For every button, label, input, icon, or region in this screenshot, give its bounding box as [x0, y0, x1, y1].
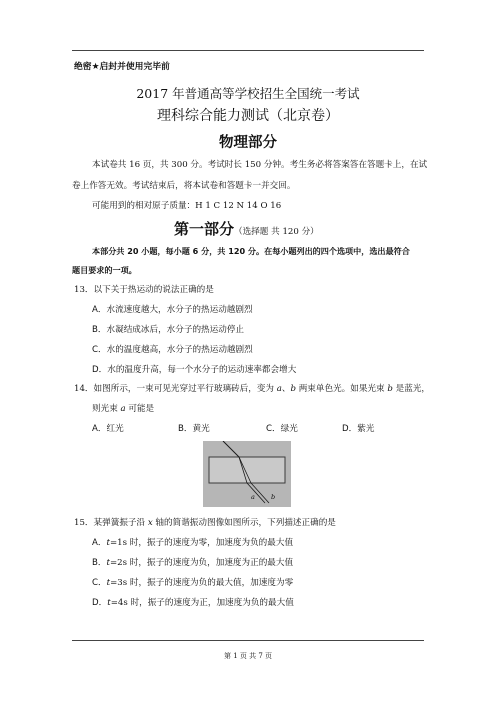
q15-option-b [92, 558, 293, 569]
secret-label: 绝密★启封并使用完毕前 [74, 62, 170, 72]
part1-note: （选择题 共 120 分） [234, 227, 319, 237]
beam-b-label: b [290, 384, 296, 394]
part1-title: 第一部分 [174, 220, 235, 238]
option-text: 绿光 [280, 424, 298, 434]
beam-b-label: b [387, 384, 393, 394]
question-stem: 以下关于热运动的说法正确的是 [93, 285, 214, 295]
time-value: =2s [109, 558, 128, 568]
time-value: =4s [110, 598, 128, 608]
q13-option-a [92, 305, 253, 316]
beam-a-label: a [120, 404, 126, 414]
glass-block-figure [203, 441, 291, 507]
q14-option-c [266, 424, 298, 435]
part1-desc-2: 题目要求的一项。 [72, 265, 137, 275]
option-text: 水凝结成冰后，水分子的热运动停止 [106, 325, 245, 335]
beam-a-label: a [276, 384, 282, 394]
option-text: 时，振子的速度为负的最大值，加速度为零 [127, 578, 294, 588]
stem-part: 可能是 [125, 404, 155, 414]
time-variable: t [106, 578, 111, 588]
option-text: 紫光 [357, 424, 375, 434]
stem-part: 两束单色光。如果光束 [295, 384, 388, 394]
stem-part: 某弹簧振子沿 [93, 518, 148, 528]
q14-option-d [342, 424, 374, 435]
time-variable: t [106, 558, 110, 568]
option-label: B． [92, 558, 107, 568]
part1-desc-1: 本部分共 20 小题，每小题 6 分，共 120 分。在每小题列出的四个选项中，选出最符合 [92, 246, 410, 256]
time-value: =1s [109, 538, 128, 548]
time-value: =3s [110, 578, 128, 588]
option-label: C． [266, 424, 281, 434]
q15-option-d [92, 598, 294, 609]
stem-part: 是蓝光， [392, 384, 431, 394]
option-text: 时，振子的速度为正，加速度为负的最大值 [127, 598, 294, 608]
option-text: 时，振子的速度为负，加速度为正的最大值 [127, 558, 294, 568]
option-text: 红光 [106, 424, 124, 434]
option-text: 水的温度升高，每一个水分子的运动速率都会增大 [107, 365, 297, 375]
footer-rule [72, 640, 424, 641]
page-footer: 第 1 页 共 7 页 [223, 652, 273, 660]
question-number: 14． [74, 384, 94, 394]
q14-option-b [178, 424, 210, 435]
figure-label-b: b [271, 493, 276, 501]
option-label: D． [92, 365, 108, 375]
stem-part: 则光束 [92, 404, 121, 414]
option-text: 时，振子的速度为零，加速度为负的最大值 [127, 538, 294, 548]
option-label: C． [92, 345, 107, 355]
option-label: B． [178, 424, 193, 434]
stem-part: 、 [281, 384, 291, 394]
time-variable: t [107, 598, 111, 608]
option-text: 黄光 [192, 424, 210, 434]
time-variable: t [106, 538, 110, 548]
atomic-masses: 可能用到的相对原子质量：H 1 C 12 N 14 O 16 [92, 201, 282, 211]
option-label: C． [92, 578, 107, 588]
figure-label-a: a [251, 493, 255, 501]
option-label: B． [92, 325, 107, 335]
question-13 [74, 285, 214, 296]
question-number: 15． [74, 518, 94, 528]
option-label: D． [342, 424, 358, 434]
option-label: A． [92, 538, 107, 548]
exam-subtitle: 理科综合能力测试（北京卷） [157, 108, 339, 124]
q15-option-a [92, 538, 293, 549]
stem-part: 轴的简谐振动图像如图所示，下列描述正确的是 [152, 518, 336, 528]
question-number: 13． [74, 285, 94, 295]
section-title: 物理部分 [219, 134, 277, 151]
intro-line-2: 卷上作答无效。考试结束后，将本试卷和答题卡一并交回。 [72, 181, 296, 191]
q13-option-d [92, 365, 296, 376]
glass-block-diagram [203, 441, 291, 507]
part1-heading [174, 220, 319, 241]
header-rule [72, 50, 424, 51]
option-text: 水流速度越大，水分子的热运动越剧烈 [106, 305, 253, 315]
axis-variable: x [147, 518, 153, 528]
option-label: A． [92, 305, 107, 315]
q15-option-c [92, 578, 293, 589]
question-15 [74, 518, 336, 529]
stem-part: 如图所示，一束可见光穿过平行玻璃砖后，变为 [93, 384, 277, 394]
q13-option-b [92, 325, 244, 336]
option-label: A． [92, 424, 107, 434]
option-text: 水的温度越高，水分子的热运动越剧烈 [106, 345, 253, 355]
q13-option-c [92, 345, 253, 356]
question-14-line-2 [92, 404, 154, 415]
glass-brick [209, 457, 285, 483]
question-14 [74, 384, 430, 395]
q14-option-a [92, 424, 124, 435]
exam-title: 2017 年普通高等学校招生全国统一考试 [136, 86, 360, 101]
intro-line-1: 本试卷共 16 页，共 300 分。考试时长 150 分钟。考生务必将答案答在答题卡上，在试 [92, 160, 428, 170]
option-label: D． [92, 598, 108, 608]
